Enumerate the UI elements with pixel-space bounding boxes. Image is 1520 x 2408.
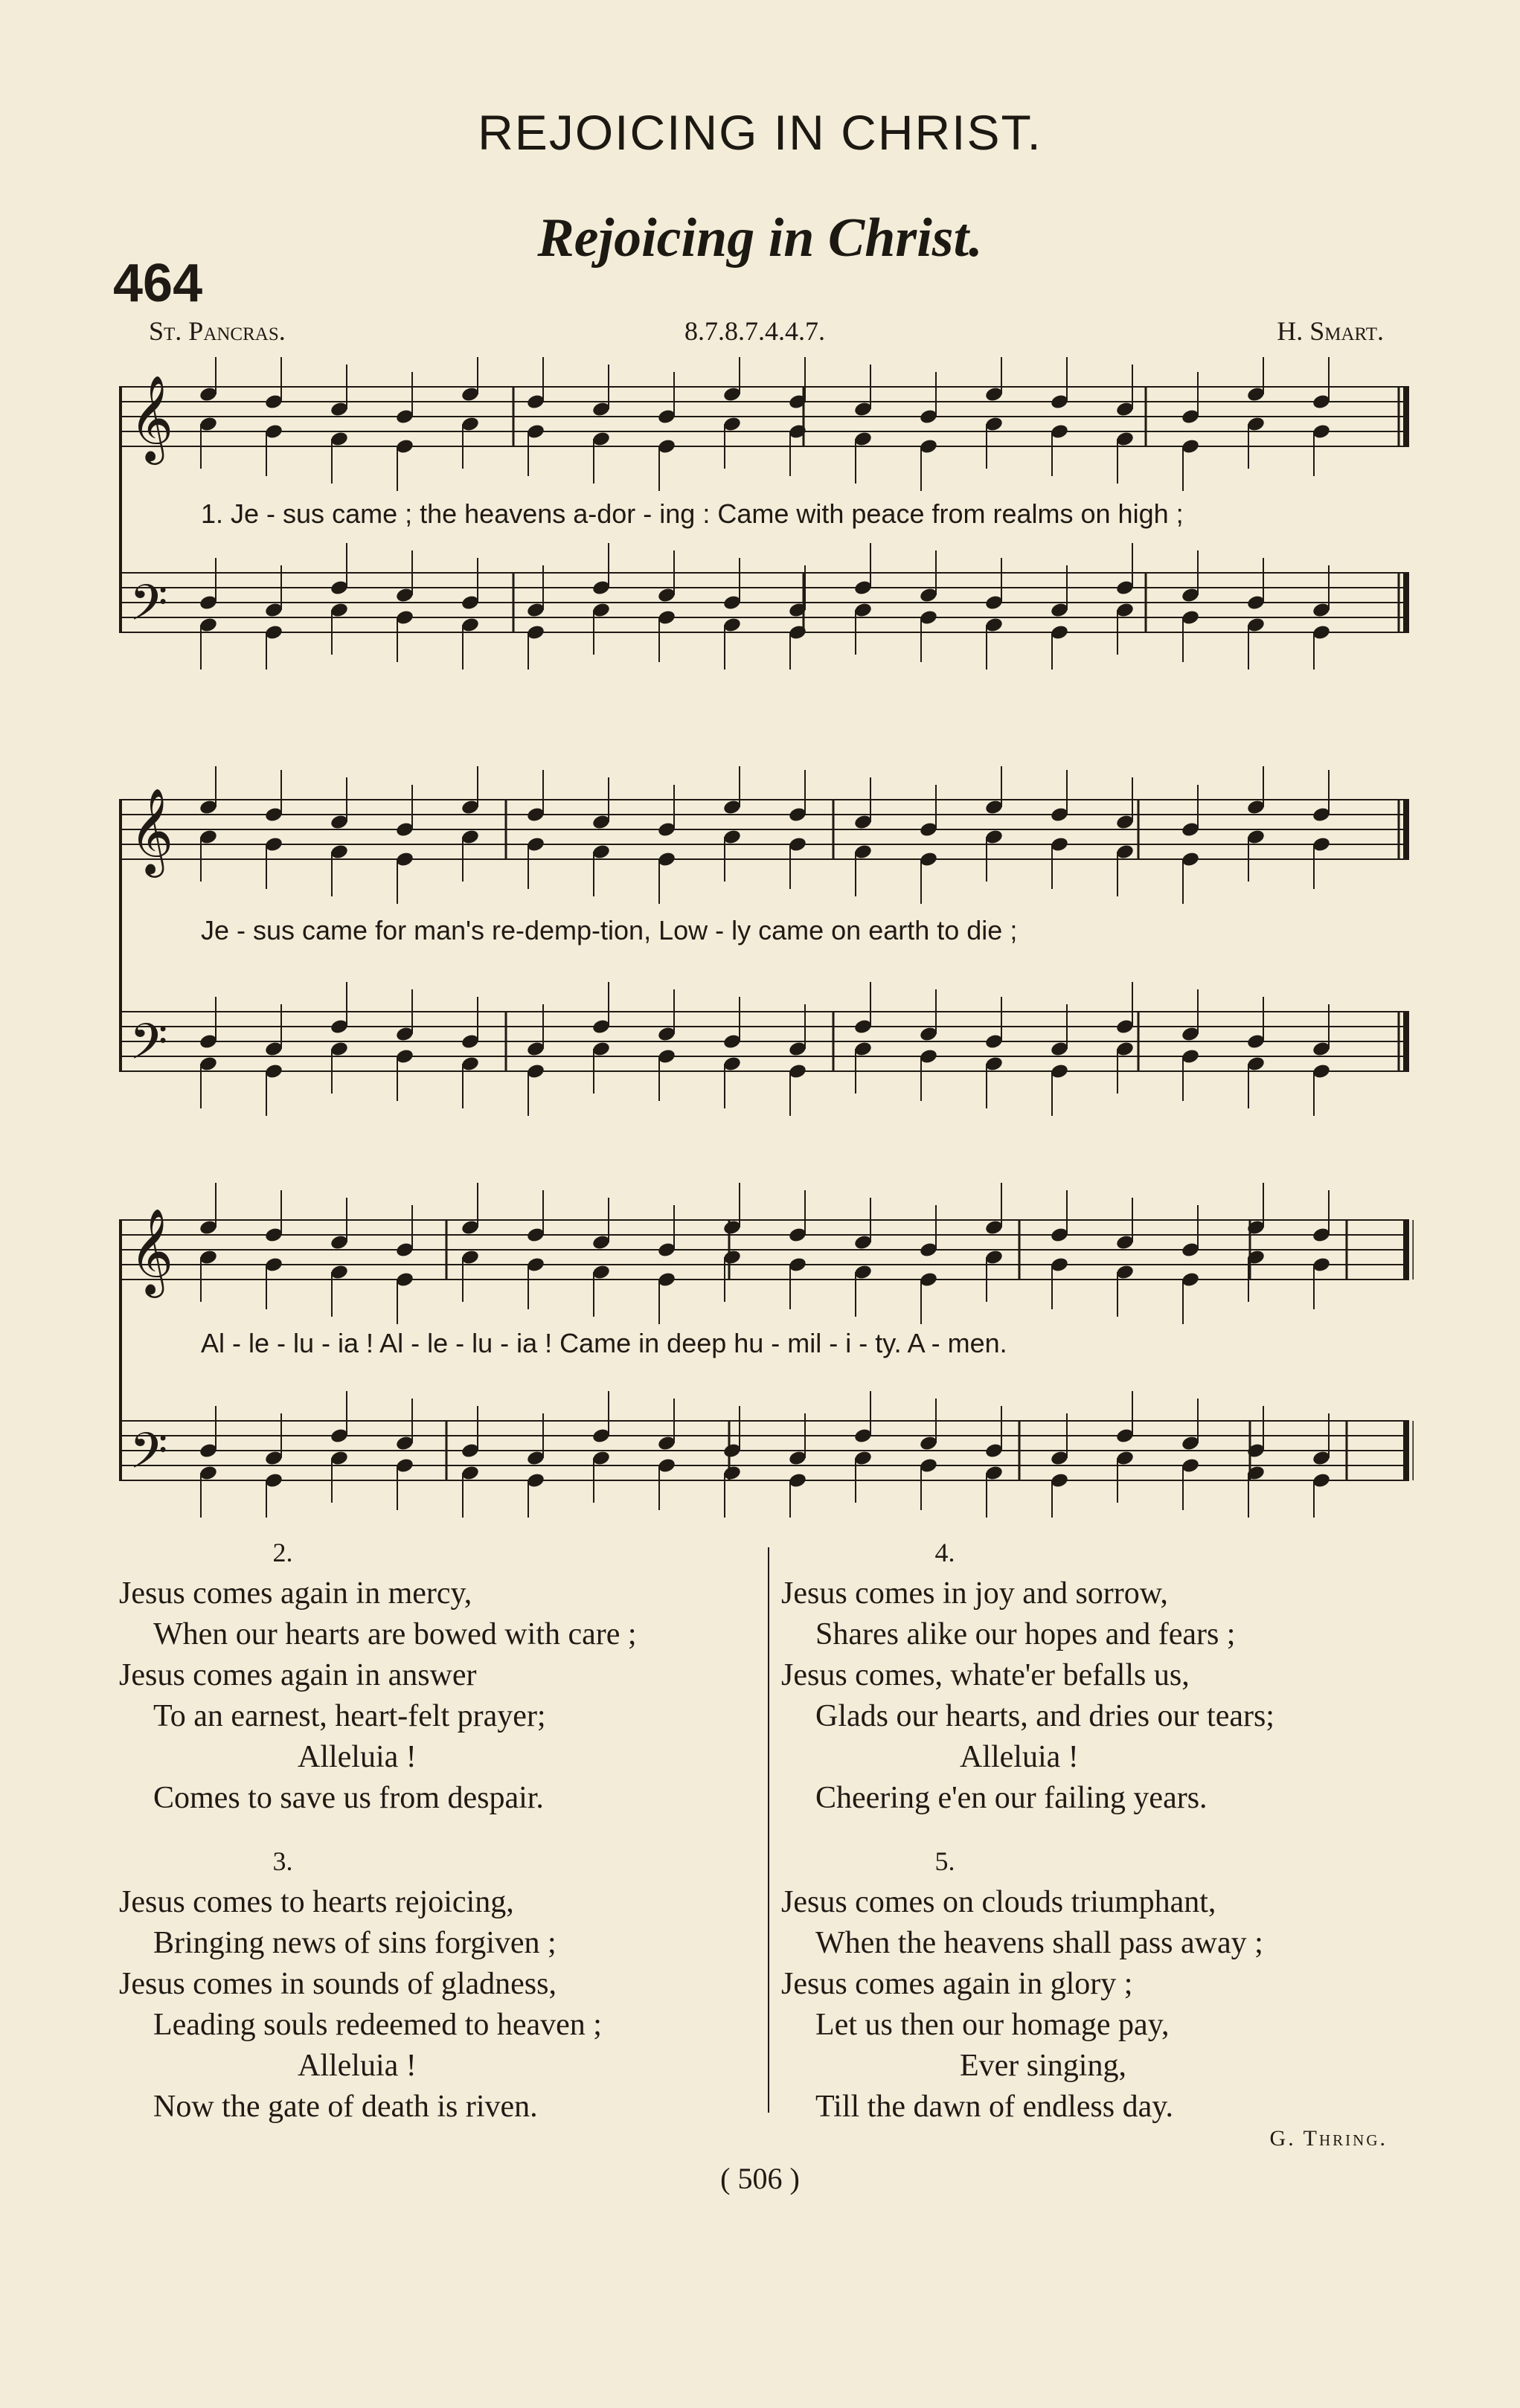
stanza-line: Jesus comes, whate'er befalls us, (781, 1658, 1190, 1692)
final-barline (1403, 1421, 1409, 1480)
stanza-line: Glads our hearts, and dries our tears; (815, 1699, 1274, 1733)
stanza-line: When the heavens shall pass away ; (815, 1926, 1263, 1960)
stanza-number: 3. (272, 1846, 293, 1876)
stanza-line: Alleluia ! (298, 2049, 417, 2083)
bass-clef-icon: 𝄢 (129, 1013, 168, 1082)
lyric-line-1: 1. Je - sus came ; the heavens a-dor - ing : Came with peace from realms on high ; (201, 498, 1184, 529)
page-number: ( 506 ) (720, 2162, 800, 2195)
lyric-line-3: Al - le - lu - ia ! Al - le - lu - ia ! Came in deep hu - mil - i - ty. A - men. (201, 1328, 1007, 1358)
meter: 8.7.8.7.4.4.7. (684, 316, 825, 346)
hymn-author: G. Thring. (1269, 2126, 1388, 2151)
final-barline (1403, 1012, 1409, 1071)
verses-left-column (119, 1532, 759, 2128)
lyric-line-2: Je - sus came for man's re-demp-tion, Low - ly came on earth to die ; (201, 915, 1018, 945)
stanza-line: When our hearts are bowed with care ; (153, 1617, 637, 1651)
stanza-line: Jesus comes on clouds triumphant, (781, 1885, 1216, 1919)
running-head: REJOICING IN CHRIST. (478, 105, 1042, 160)
treble-clef-icon: 𝄞 (129, 1207, 174, 1294)
hymn-title: Rejoicing in Christ. (537, 208, 983, 269)
stanza-line: Till the dawn of endless day. (815, 2090, 1174, 2124)
stanza-line: Now the gate of death is riven. (153, 2090, 538, 2124)
stanza-number: 5. (934, 1846, 955, 1876)
stanza-line: Jesus comes in joy and sorrow, (781, 1576, 1168, 1611)
final-barline (1403, 387, 1409, 446)
stanza-line: Jesus comes again in mercy, (119, 1576, 472, 1611)
bass-clef-icon: 𝄢 (129, 574, 168, 643)
stanza-4 (781, 1532, 1421, 1819)
composer: H. Smart. (1277, 316, 1384, 346)
stanza-5 (781, 1841, 1421, 2128)
stanza-line: Ever singing, (960, 2049, 1126, 2083)
final-barline (1403, 800, 1409, 859)
stanza-line: To an earnest, heart-felt prayer; (153, 1699, 546, 1733)
music-system-3 (119, 1183, 1414, 1518)
stanza-line: Jesus comes in sounds of gladness, (119, 1967, 557, 2001)
stanza-line: Jesus comes again in glory ; (781, 1967, 1133, 2001)
stanza-line: Bringing news of sins forgiven ; (153, 1926, 557, 1960)
stanza-line: Leading souls redeemed to heaven ; (153, 2008, 602, 2042)
music-system-1 (119, 357, 1414, 670)
stanza-line: Jesus comes again in answer (119, 1658, 477, 1692)
stanza-line: Cheering e'en our failing years. (815, 1781, 1208, 1815)
verses-block (119, 1532, 1414, 2128)
stanza-3 (119, 1841, 759, 2128)
stanza-number: 2. (272, 1538, 293, 1567)
column-divider (768, 1547, 769, 2113)
final-barline (1403, 1220, 1409, 1280)
treble-clef-icon: 𝄞 (129, 787, 174, 874)
verses-right-column (781, 1532, 1421, 2128)
tune-name: St. Pancras. (149, 316, 286, 346)
music-system-2 (119, 766, 1414, 1116)
hymn-number: 464 (113, 254, 203, 313)
treble-clef-icon: 𝄞 (129, 374, 174, 461)
bass-clef-icon: 𝄢 (129, 1422, 168, 1492)
stanza-line: Jesus comes to hearts rejoicing, (119, 1885, 514, 1919)
stanza-line: Let us then our homage pay, (815, 2008, 1170, 2042)
stanza-line: Alleluia ! (960, 1740, 1079, 1774)
stanza-line: Comes to save us from despair. (153, 1781, 544, 1815)
stanza-number: 4. (934, 1538, 955, 1567)
tune-info-row (149, 315, 1384, 353)
stanza-line: Shares alike our hopes and fears ; (815, 1617, 1236, 1651)
stanza-2 (119, 1532, 759, 1819)
stanza-line: Alleluia ! (298, 1740, 417, 1774)
final-barline (1403, 573, 1409, 632)
